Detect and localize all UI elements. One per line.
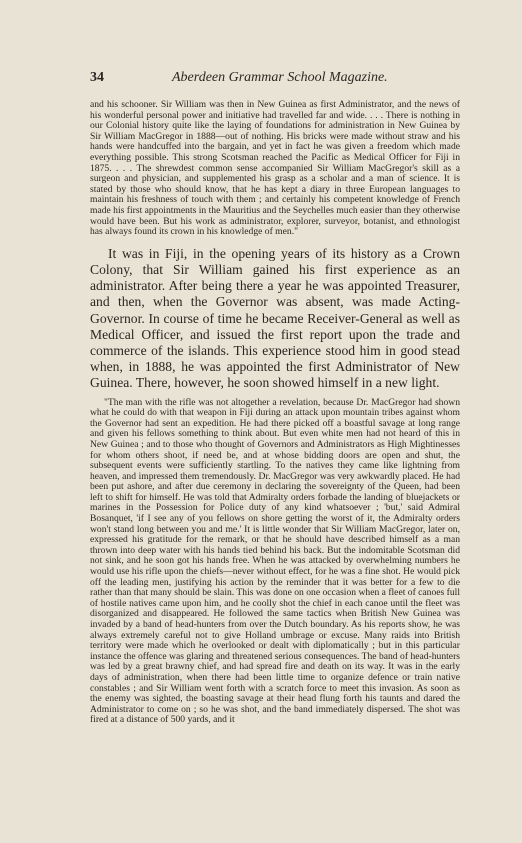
quoted-paragraph-2: "The man with the rifle was not altogether a revelation, because Dr. MacGregor had shown what he could do with that weapon in Fiji during an attack upon mountain tribes against whom the Governor had sent an expedition. He had there picked off a boastful savage at long range and given his fellows something to think about. But even white men had not heard of this in New Guinea ; and to those who thought of Governors and Administrators as High Mightinesses for whom others shoot, if need be, and at whose bidding doors are open and shut, the subsequent events were sufficiently startling. To the natives they came like lightning from heaven, and impressed them tremendously. Dr. MacGregor was very awkwardly placed. He had been put ashore, and after due ceremony in declaring the sovereignty of the Queen, had been left to shift for himself. He was told that Admiralty orders forbade the landing of bluejackets or marines in the Possession for Police duty of any kind whatsoever ; 'but,' said Admiral Bosanquet, 'if I see any of you fellows on shore getting the worst of it, the Admiralty orders won't stand long between you and me.' It is little wonder that Sir William MacGregor, later on, expressed his gratitude for the remark, or that he should have described himself as a man thrown into deep water with his hands tied behind his back. But the indomitable Scotsman did not sink, and he soon got his hands free. When he was attacked by overwhelming numbers he would use his rifle upon the chiefs—never without effect, for he was a fine shot. He would pick off the leading men, justifying his action by the reminder that it was better for a few to die rather than that many should be slain. This was done on one occasion when a fleet of canoes full of hostile natives came upon him, and he coolly shot the chief in each canoe until the fleet was disorganized and disappeared. He followed the same tactics when British New Guinea was invaded by a band of head-hunters from over the Dutch boundary. As his reports show, he was always extremely careful not to give Holland umbrage or excuse. Many raids into British territory were made which he overlooked or dealt with diplomatically ; but in this particular instance the offence was glaring and threatened serious consequences. The band of head-hunters was led by a great brawny chief, and had spread fire and death on its way. It was in the early days of administration, when there had been little time to organize defence or train native constables ; and Sir William went forth with a scratch force to meet this invasion. As soon as the enemy was sighted, the boasting savage at their head flung forth his taunts and dared the Administrator to come on ; so he was shot, and the band immediately dispersed. The shot was fired at a distance of 500 yards, and it [90, 396, 460, 726]
page-header [90, 70, 460, 90]
page-body [90, 100, 460, 726]
body-paragraph: It was in Fiji, in the opening years of its history as a Crown Colony, that Sir William gained his first experience as an administrator. After being there a year he was appointed Treasurer, and then, when the Governor was absent, was made Acting-Governor. In course of time he became Receiver-General as well as Medical Officer, and issued the first report upon the trade and commerce of the islands. This experience stood him in good stead when, in 1888, he was appointed the first Administrator of New Guinea. There, however, he soon showed himself in a new light. [90, 245, 460, 391]
page-number: 34 [90, 70, 104, 85]
running-title: Aberdeen Grammar School Magazine. [172, 70, 388, 85]
quoted-paragraph-1: and his schooner. Sir William was then in New Guinea as first Administrator, and the news of his wonderful personal power and initiative had travelled far and wide. . . . There is nothing in our Colonial history quite like the laying of foundations for administration in New Guinea by Sir William MacGregor in 1888—out of nothing. His bricks were made without straw and his hands were handcuffed into the bargain, and yet in fact he was given a freedom which made everything possible. This strong Scotsman reached the Pacific as Medical Officer for Fiji in 1875. . . . The shrewdest common sense accompanied Sir William MacGregor's skill as a surgeon and physician, and supplemented his grasp as a scholar and a man of science. It is stated by those who should know, that he has kept a diary in three European languages to maintain his freshness of touch with them ; and certainly his competent knowledge of French made his first appointments in the Mauritius and the Seychelles much easier than they otherwise would have been. But his work as administrator, explorer, surveyor, botanist, and ethnologist has always found its crown in his knowledge of men." [90, 99, 460, 238]
